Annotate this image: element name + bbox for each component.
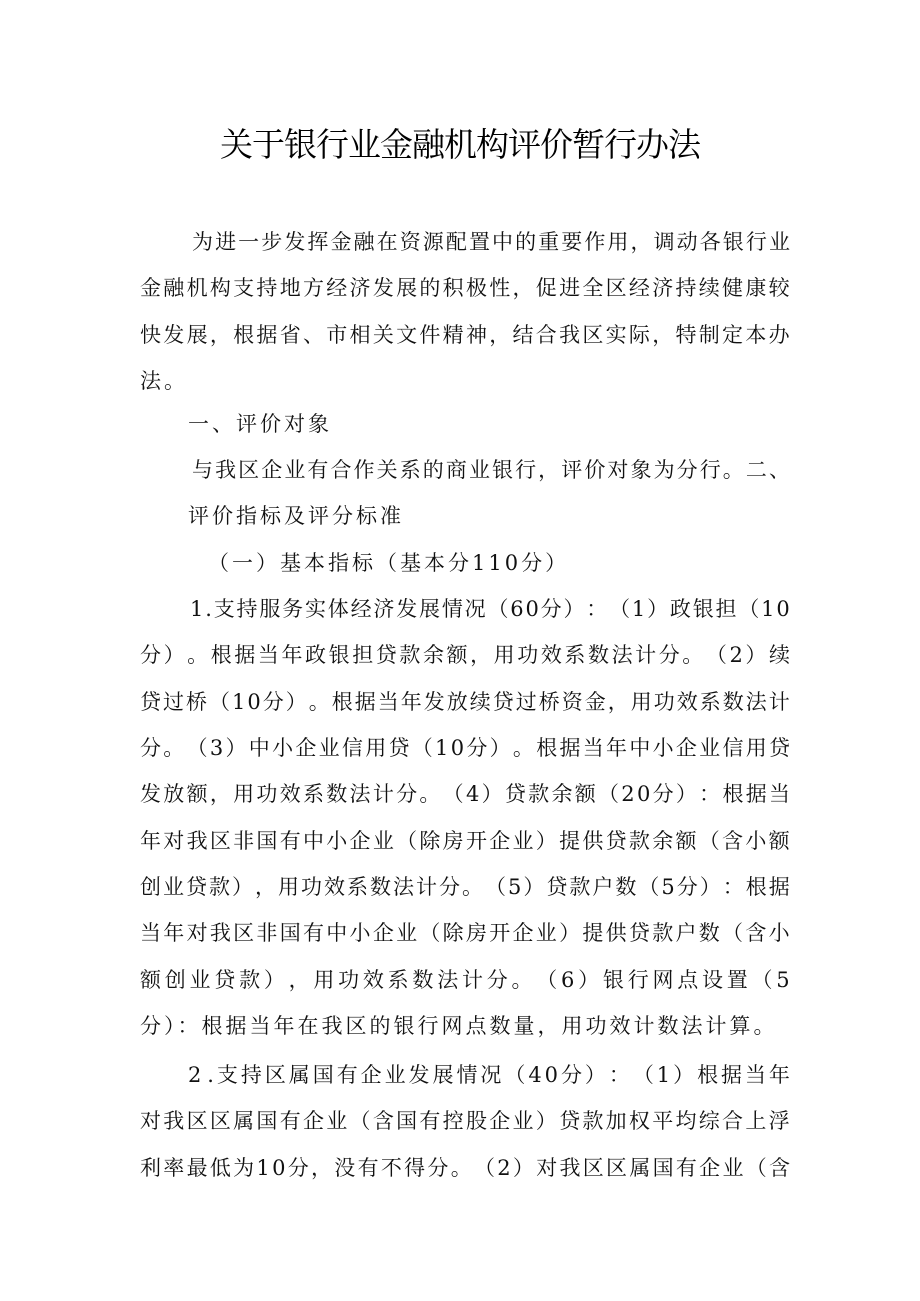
paragraph-line: 发 放 额 ， 用 功 效 系 数 法 计 分 。 （ 4 ） 贷 款 余 额 （ 2 0 分 ） ： 根 据 当 <box>140 782 790 806</box>
paragraph-line: 1 . 支 持 服 务 实 体 经 济 发 展 情 况 （ 6 0 分 ） ： （ 1 ） 政 银 担 （ 1 0 <box>190 597 790 621</box>
paragraph-line: 法。 <box>140 369 188 393</box>
section-heading: 评价指标及评分标准 <box>188 504 404 528</box>
document-title: 关于银行业金融机构评价暂行办法 <box>220 125 700 164</box>
paragraph-line: 为 进 一 步 发 挥 金 融 在 资 源 配 置 中 的 重 要 作 用 ， 调 动 各 银 行 业 <box>192 230 790 254</box>
paragraph-line: 贷 过 桥 （ 1 0 分 ） 。 根 据 当 年 发 放 续 贷 过 桥 资 金 ， 用 功 效 系 数 法 计 <box>140 690 790 714</box>
paragraph-line: 对 我 区 区 属 国 有 企 业 （ 含 国 有 控 股 企 业 ） 贷 款 加 权 平 均 综 合 上 浮 <box>140 1109 790 1133</box>
paragraph-line: 创 业 贷 款 ） ， 用 功 效 系 数 法 计 分 。 （ 5 ） 贷 款 户 数 （ 5 分 ） ： 根 据 <box>140 875 790 899</box>
paragraph-line: 利 率 最 低 为 1 0 分 ， 没 有 不 得 分 。 （ 2 ） 对 我 区 区 属 国 有 企 业 （ 含 <box>140 1156 790 1180</box>
paragraph-line: 分 。 （ 3 ） 中 小 企 业 信 用 贷 （ 1 0 分 ） 。 根 据 当 年 中 小 企 业 信 用 贷 <box>140 736 790 760</box>
subsection-heading: （一）基本指标（基本分110分） <box>208 551 570 575</box>
paragraph-line: 年 对 我 区 非 国 有 中 小 企 业 （ 除 房 开 企 业 ） 提 供 贷 款 余 额 （ 含 小 额 <box>140 829 790 853</box>
paragraph-line: 金 融 机 构 支 持 地 方 经 济 发 展 的 积 极 性 ， 促 进 全 区 经 济 持 续 健 康 较 <box>140 276 790 300</box>
paragraph-line: 额 创 业 贷 款 ） ， 用 功 效 系 数 法 计 分 。 （ 6 ） 银 行 网 点 设 置 （ 5 <box>140 968 790 992</box>
paragraph-line: 与 我 区 企 业 有 合 作 关 系 的 商 业 银 行 ， 评 价 对 象 为 分 行 。 二 、 <box>192 458 790 482</box>
paragraph-line: 分 ） 。 根 据 当 年 政 银 担 贷 款 余 额 ， 用 功 效 系 数 法 计 分 。 （ 2 ） 续 <box>140 643 790 667</box>
paragraph-line: 快 发 展 ， 根 据 省 、 市 相 关 文 件 精 神 ， 结 合 我 区 实 际 ， 特 制 定 本 办 <box>140 323 790 347</box>
paragraph-line: 2 . 支 持 区 属 国 有 企 业 发 展 情 况 （ 4 0 分 ） ： （ 1 ） 根 据 当 年 <box>188 1063 790 1087</box>
section-heading: 一、评价对象 <box>188 412 332 436</box>
paragraph-line: 当 年 对 我 区 非 国 有 中 小 企 业 （ 除 房 开 企 业 ） 提 供 贷 款 户 数 （ 含 小 <box>140 921 790 945</box>
paragraph-line: 分）：根据当年在我区的银行网点数量，用功效计数法计算。 <box>140 1014 778 1038</box>
